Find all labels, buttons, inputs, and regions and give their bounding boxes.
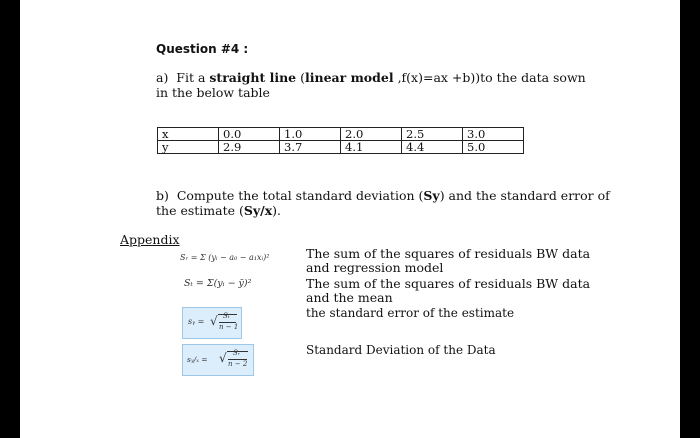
description-sr: The sum of the squares of residuals BW data and regression model [306,246,591,275]
table-cell: 2.0 [341,128,402,141]
formula-st: Sₜ = Σ(yᵢ − ȳ)² [184,278,252,289]
table-cell: 5.0 [463,141,524,154]
formula-sy-lhs: sᵧ = [188,317,205,326]
formula-syx-num: Sᵣ [233,349,241,357]
data-table [157,127,524,154]
part-b-text-1: Compute the total standard deviation ( [176,188,424,203]
formula-sy-box [182,307,242,339]
table-cell: x [158,128,219,141]
formula-sr: Sᵣ = Σ (yᵢ − a₀ − a₁xᵢ)² [180,253,270,262]
part-b-text-2: ) and the standard error of the estimate ( [156,188,610,218]
part-b-bold-1: Sy [423,188,440,203]
table-cell: 4.1 [341,141,402,154]
table-cell: 2.5 [402,128,463,141]
part-b-marker: b) [156,188,169,203]
formula-sy-num: Sₜ [223,312,230,320]
sqrt-icon: √ [210,314,218,328]
part-b-text [156,188,616,218]
description-st: The sum of the squares of residuals BW data and the mean [306,276,591,305]
description-sy: Standard Deviation of the Data [306,343,496,357]
question-title: Question #4 : [156,42,249,56]
formula-syx-lhs: sᵧ/ₓ = [187,355,208,364]
description-syx: the standard error of the estimate [306,306,515,320]
part-a-text-2: ( [296,70,305,85]
part-a-bold-1: straight line [209,70,297,85]
part-a-bold-2: linear model [305,70,394,85]
table-cell: 0.0 [219,128,280,141]
table-cell: 3.0 [463,128,524,141]
part-b-text-3: ). [272,203,282,218]
table-row [158,141,524,154]
part-b-bold-2: Sy/x [243,203,273,218]
formula-syx-box [182,344,254,376]
table-cell: 4.4 [402,141,463,154]
table-row [158,128,524,141]
part-a-text-3: ,f(x)=ax +b))to the data sown in the below table [156,70,586,100]
document-page [20,0,680,438]
sqrt-icon: √ [219,351,227,365]
table-cell: y [158,141,219,154]
table-cell: 1.0 [280,128,341,141]
table-cell: 3.7 [280,141,341,154]
part-a-text-1: Fit a [176,70,210,85]
part-a-marker: a) [156,70,169,85]
table-cell: 2.9 [219,141,280,154]
formula-sy-den: n − 1 [219,323,239,331]
formula-syx-den: n − 2 [228,360,248,368]
appendix-heading: Appendix [120,232,180,247]
part-a-text [156,70,596,100]
